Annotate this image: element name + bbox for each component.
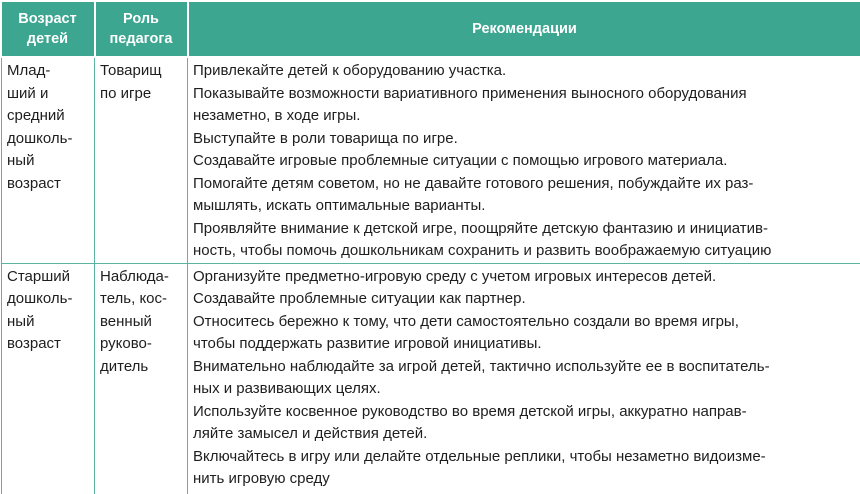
age-line: ший и bbox=[7, 83, 90, 106]
recommendations-cell bbox=[188, 263, 860, 494]
header-age-line: Возраст bbox=[6, 9, 90, 29]
role-line: Наблюда- bbox=[100, 266, 183, 289]
recommendation-line: Выступайте в роли товарища по игре. bbox=[193, 128, 856, 151]
table-header-row bbox=[2, 1, 860, 57]
role-line: по игре bbox=[100, 83, 183, 106]
table-row bbox=[2, 263, 860, 494]
recommendation-line: Создавайте игровые проблемные ситуации с помощью игрового материала. bbox=[193, 150, 856, 173]
role-line: дитель bbox=[100, 356, 183, 379]
age-line: возраст bbox=[7, 173, 90, 196]
recommendation-line: Включайтесь в игру или делайте отдельные реплики, чтобы незаметно видоизме- bbox=[193, 446, 856, 469]
recommendation-line: Организуйте предметно-игровую среду с учетом игровых интересов детей. bbox=[193, 266, 856, 289]
recommendation-line: ность, чтобы помочь дошкольникам сохранить и развить воображаемую ситуацию bbox=[193, 240, 856, 263]
recommendation-line: ных и развивающих целях. bbox=[193, 378, 856, 401]
recommendation-line: Создавайте проблемные ситуации как партнер. bbox=[193, 288, 856, 311]
header-role-line: Роль bbox=[100, 9, 183, 29]
recommendation-line: Относитесь бережно к тому, что дети самостоятельно создали во время игры, bbox=[193, 311, 856, 334]
role-line: венный bbox=[100, 311, 183, 334]
table-row bbox=[2, 57, 860, 263]
recommendation-line: Показывайте возможности вариативного применения выносного оборудования bbox=[193, 83, 856, 106]
role-line: Товарищ bbox=[100, 60, 183, 83]
recommendations-cell bbox=[188, 57, 860, 263]
recommendation-line: ляйте замысел и действия детей. bbox=[193, 423, 856, 446]
recommendation-line: Привлекайте детей к оборудованию участка. bbox=[193, 60, 856, 83]
recommendation-line: Проявляйте внимание к детской игре, поощряйте детскую фантазию и инициатив- bbox=[193, 218, 856, 241]
age-cell bbox=[2, 263, 95, 494]
role-cell bbox=[95, 57, 188, 263]
header-age-line: детей bbox=[6, 29, 90, 49]
header-age bbox=[2, 1, 95, 57]
age-line: средний bbox=[7, 105, 90, 128]
age-line: дошколь- bbox=[7, 128, 90, 151]
role-cell bbox=[95, 263, 188, 494]
recommendation-line: Внимательно наблюдайте за игрой детей, тактично используйте ее в воспитатель- bbox=[193, 356, 856, 379]
recommendation-line: Помогайте детям советом, но не давайте готового решения, побуждайте их раз- bbox=[193, 173, 856, 196]
role-line: тель, кос- bbox=[100, 288, 183, 311]
age-line: ный bbox=[7, 150, 90, 173]
recommendation-line: нить игровую среду bbox=[193, 468, 856, 491]
recommendation-line: незаметно, в ходе игры. bbox=[193, 105, 856, 128]
age-line: ный bbox=[7, 311, 90, 334]
age-cell bbox=[2, 57, 95, 263]
age-line: дошколь- bbox=[7, 288, 90, 311]
age-line: возраст bbox=[7, 333, 90, 356]
header-role bbox=[95, 1, 188, 57]
recommendation-line: мышлять, искать оптимальные варианты. bbox=[193, 195, 856, 218]
recommendations-table bbox=[1, 0, 860, 494]
header-recommendations: Рекомендации bbox=[188, 1, 860, 57]
age-line: Млад- bbox=[7, 60, 90, 83]
age-line: Старший bbox=[7, 266, 90, 289]
role-line: руково- bbox=[100, 333, 183, 356]
recommendation-line: Используйте косвенное руководство во время детской игры, аккуратно направ- bbox=[193, 401, 856, 424]
header-role-line: педагога bbox=[100, 29, 183, 49]
recommendation-line: чтобы поддержать развитие игровой инициативы. bbox=[193, 333, 856, 356]
